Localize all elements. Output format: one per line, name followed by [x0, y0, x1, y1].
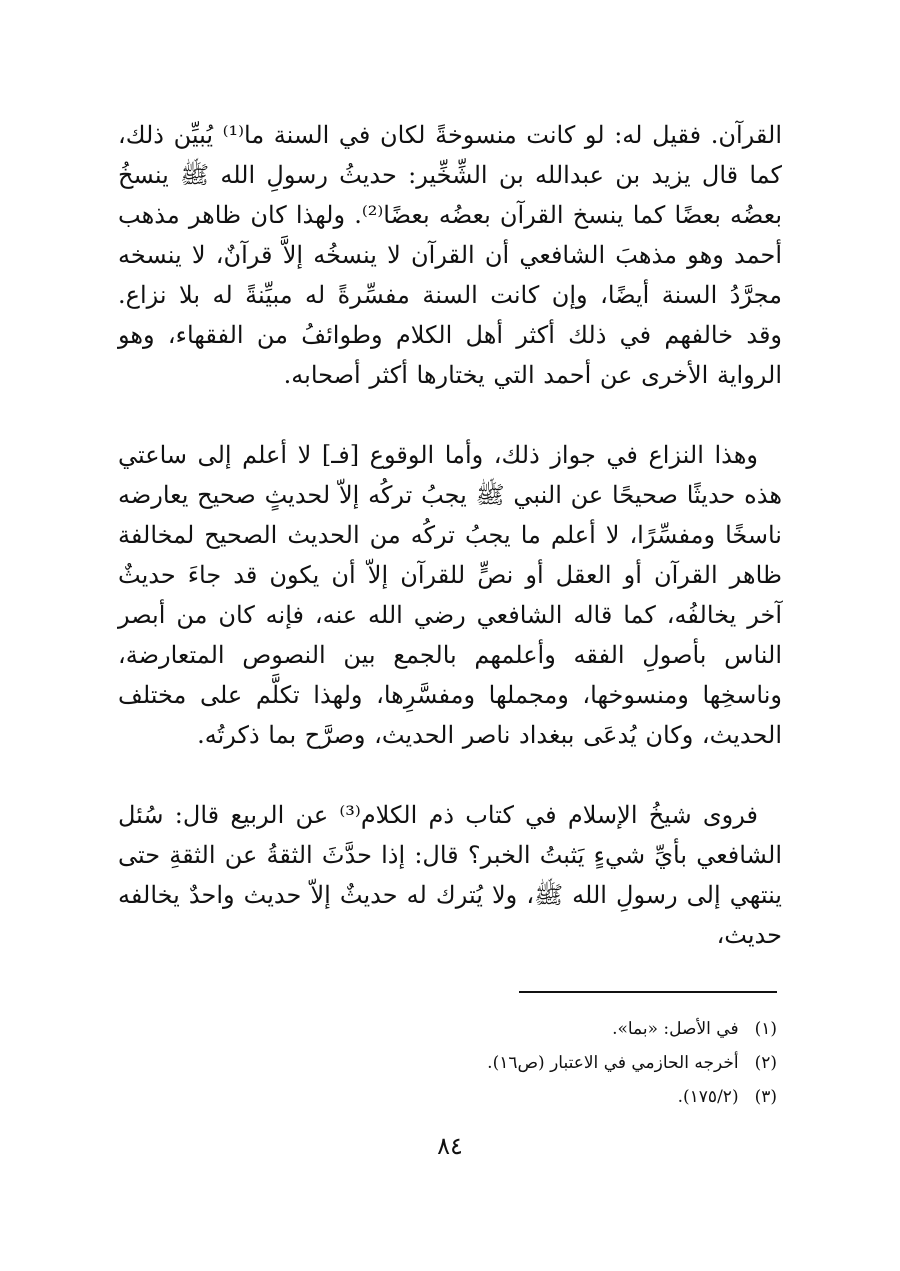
- paragraph-2: وهذا النزاع في جواز ذلك، وأما الوقوع [فـ] لا أعلم إلى ساعتي هذه حديثًا صحيحًا عن النبي ﷺ يجبُ تركُه إلاّ لحديثٍ صحيح يعارضه ناسخًا ومفسِّرًا، لا أعلم ما يجبُ تركُه من الحديث الصحيح لمخالفة ظاهر القرآن أو العقل أو نصٍّ للقرآن إلاّ أن يكون قد جاءَ حديثٌ آخر يخالفُه، كما قاله الشافعي رضي الله عنه، فإنه كان من أبصر الناس بأصولِ الفقه وأعلمهم بالجمع بين النصوص المتعارضة، وناسخِها ومنسوخها، ومجملها ومفسَّرِها، ولهذا تكلَّم على مختلف الحديث، وكان يُدعَى ببغداد ناصر الحديث، وصرَّح بما ذكرتُه.: [118, 441, 782, 749]
- footnote-number: (٣): [754, 1087, 777, 1107]
- footnote-number: (٢): [754, 1053, 777, 1073]
- paragraph-1: القرآن. فقيل له: لو كانت منسوخةً لكان في السنة ما⁽¹⁾ يُبيِّن ذلك، كما قال يزيد بن عبدالله بن الشِّخِّير: حديثُ رسولِ الله ﷺ ينسخُ بعضُه بعضًا كما ينسخ القرآن بعضُه بعضًا⁽²⁾. ولهذا كان ظاهر مذهب أحمد وهو مذهبَ الشافعي أن القرآن لا ينسخُه إلاَّ قرآنٌ، لا ينسخه مجرَّدُ السنة أيضًا، وإن كانت السنة مفسِّرةً له مبيِّنةً له بلا نزاع. وقد خالفهم في ذلك أكثر أهل الكلام وطوائفُ من الفقهاء، وهو الرواية الأخرى عن أحمد التي يختارها أكثر أصحابه.: [118, 121, 783, 389]
- footnote-1: [180, 1012, 777, 1046]
- footnote-text: (١٧٥/٢).: [677, 1087, 739, 1107]
- main-text: [118, 115, 782, 955]
- footnote-2: [180, 1046, 777, 1080]
- footnote-3: [180, 1080, 777, 1114]
- footnote-text: في الأصل: «بما».: [612, 1019, 739, 1039]
- footnotes: [180, 1012, 777, 1114]
- footnote-number: (١): [754, 1019, 777, 1039]
- page-number: ٨٤: [437, 1132, 463, 1160]
- footnote-separator: [519, 991, 777, 993]
- paragraph-3: فروى شيخُ الإسلام في كتاب ذم الكلام⁽³⁾ عن الربيع قال: سُئل الشافعي بأيِّ شيءٍ يَثبتُ الخبر؟ قال: إذا حدَّثَ الثقةُ عن الثقةِ حتى ينتهي إلى رسولِ الله ﷺ، ولا يُترك له حديثٌ إلاّ حديث واحدٌ يخالفه حديث،: [118, 801, 782, 949]
- footnote-text: أخرجه الحازمي في الاعتبار (ص١٦).: [487, 1053, 739, 1073]
